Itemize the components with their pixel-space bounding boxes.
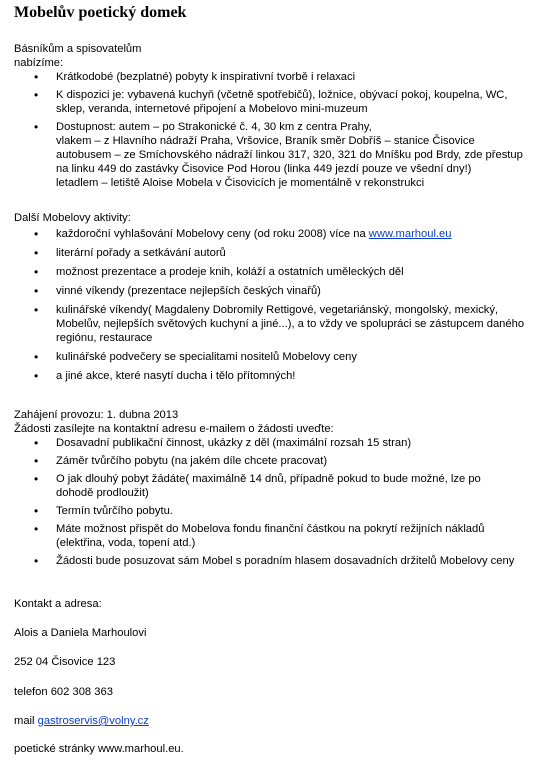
activities-heading: Další Mobelovy aktivity: (14, 212, 131, 224)
activities-section (14, 211, 540, 383)
access-line: na linku 449 do zastávky Čisovice Pod Horou (linka 449 jezdí pouze ve všední dny!) (56, 163, 472, 175)
application-item: • Máte možnost přispět do Mobelova fondu finanční částkou na pokrytí režijních nákladů (elektřina, voda, topení atd.) (14, 522, 526, 550)
page-title: Mobelův poetický domek (14, 4, 187, 21)
contact-address: 252 04 Čisovice 123 (14, 656, 116, 668)
activity-item: • kulinářské víkendy( Magdaleny Dobromily Rettigové, vegetariánský, mongolský, mexický, Mobelův, nejlepších světových kuchyní a jiné...), a to vždy ve spolupráci se zástupcem daného regiónu, restaurace (14, 303, 526, 345)
email-link[interactable]: gastroservis@volny.cz (37, 715, 149, 727)
offer-item: • K dispozici je: vybavená kuchyň (včetně spotřebičů), ložnice, obývací pokoj, koupelna, WC, sklep, veranda, internetové připojení a Mobelovo mini-muzeum (14, 88, 526, 116)
contact-address-block (14, 655, 540, 669)
access-line: • Dostupnost: autem – po Strakonické č. 4, 30 km z centra Prahy, (56, 121, 372, 133)
activity-item: • kulinářské podvečery se specialitami nositelů Mobelovy ceny (14, 350, 540, 364)
application-list (14, 436, 540, 568)
activity-item: • literární pořady a setkávání autorů (14, 246, 540, 260)
activity-item: • možnost prezentace a prodeje knih, koláží a ostatních uměleckých děl (14, 265, 540, 279)
intro-line-1: Básníkům a spisovatelům (14, 43, 142, 55)
contact-web: poetické stránky www.marhoul.eu. (14, 743, 184, 755)
application-instruction: Žádosti zasílejte na kontaktní adresu e-mailem o žádosti uveďte: (14, 423, 334, 435)
contact-mail-block (14, 714, 540, 728)
contact-names: Alois a Daniela Marhoulovi (14, 627, 147, 639)
access-line: autobusem – ze Smíchovského nádraží linkou 317, 320, 321 do Mníšku pod Brdy, zde přestup (56, 149, 523, 161)
contact-names-block (14, 626, 540, 640)
activity-item: • každoroční vyhlašování Mobelovy ceny (od roku 2008) více na www.marhoul.eu (14, 227, 540, 241)
offer-item: • Krátkodobé (bezplatné) pobyty k inspirativní tvorbě i relaxaci (14, 70, 540, 84)
contact-section (14, 597, 540, 611)
activity-item: • a jiné akce, které nasytí ducha i tělo přítomných! (14, 369, 540, 383)
access-line: vlakem – z Hlavního nádraží Praha, Vršovice, Braník směr Dobříš – stanice Čisovice (56, 135, 475, 147)
application-item: • Záměr tvůrčího pobytu (na jakém díle chcete pracovat) (14, 454, 540, 468)
contact-phone: telefon 602 308 363 (14, 686, 113, 698)
start-date: Zahájení provozu: 1. dubna 2013 (14, 409, 179, 421)
marhoul-link[interactable]: www.marhoul.eu (368, 228, 452, 240)
contact-heading: Kontakt a adresa: (14, 598, 102, 610)
contact-mail: mail gastroservis@volny.cz (14, 715, 149, 727)
intro-section (14, 42, 540, 190)
activities-list (14, 227, 540, 383)
application-item: • Dosavadní publikační činnost, ukázky z děl (maximální rozsah 15 stran) (14, 436, 540, 450)
intro-line-2: nabízíme: (14, 57, 64, 69)
application-section (14, 408, 540, 568)
activity-item: • vinné víkendy (prezentace nejlepších českých vinařů) (14, 284, 540, 298)
application-item: • Termín tvůrčího pobytu. (14, 504, 540, 518)
contact-phone-block (14, 685, 540, 699)
access-item (14, 120, 540, 190)
application-item: • O jak dlouhý pobyt žádáte( maximálně 14 dnů, případně pokud to bude možné, lze po dohodě prodloužit) (14, 472, 496, 500)
application-item: • Žádosti bude posuzovat sám Mobel s poradním hlasem dosavadních držitelů Mobelovy ceny (14, 554, 540, 568)
access-line: letadlem – letiště Aloise Mobela v Čisovicích je momentálně v rekonstrukci (56, 177, 425, 189)
offer-list (14, 70, 540, 190)
contact-web-block (14, 742, 540, 756)
